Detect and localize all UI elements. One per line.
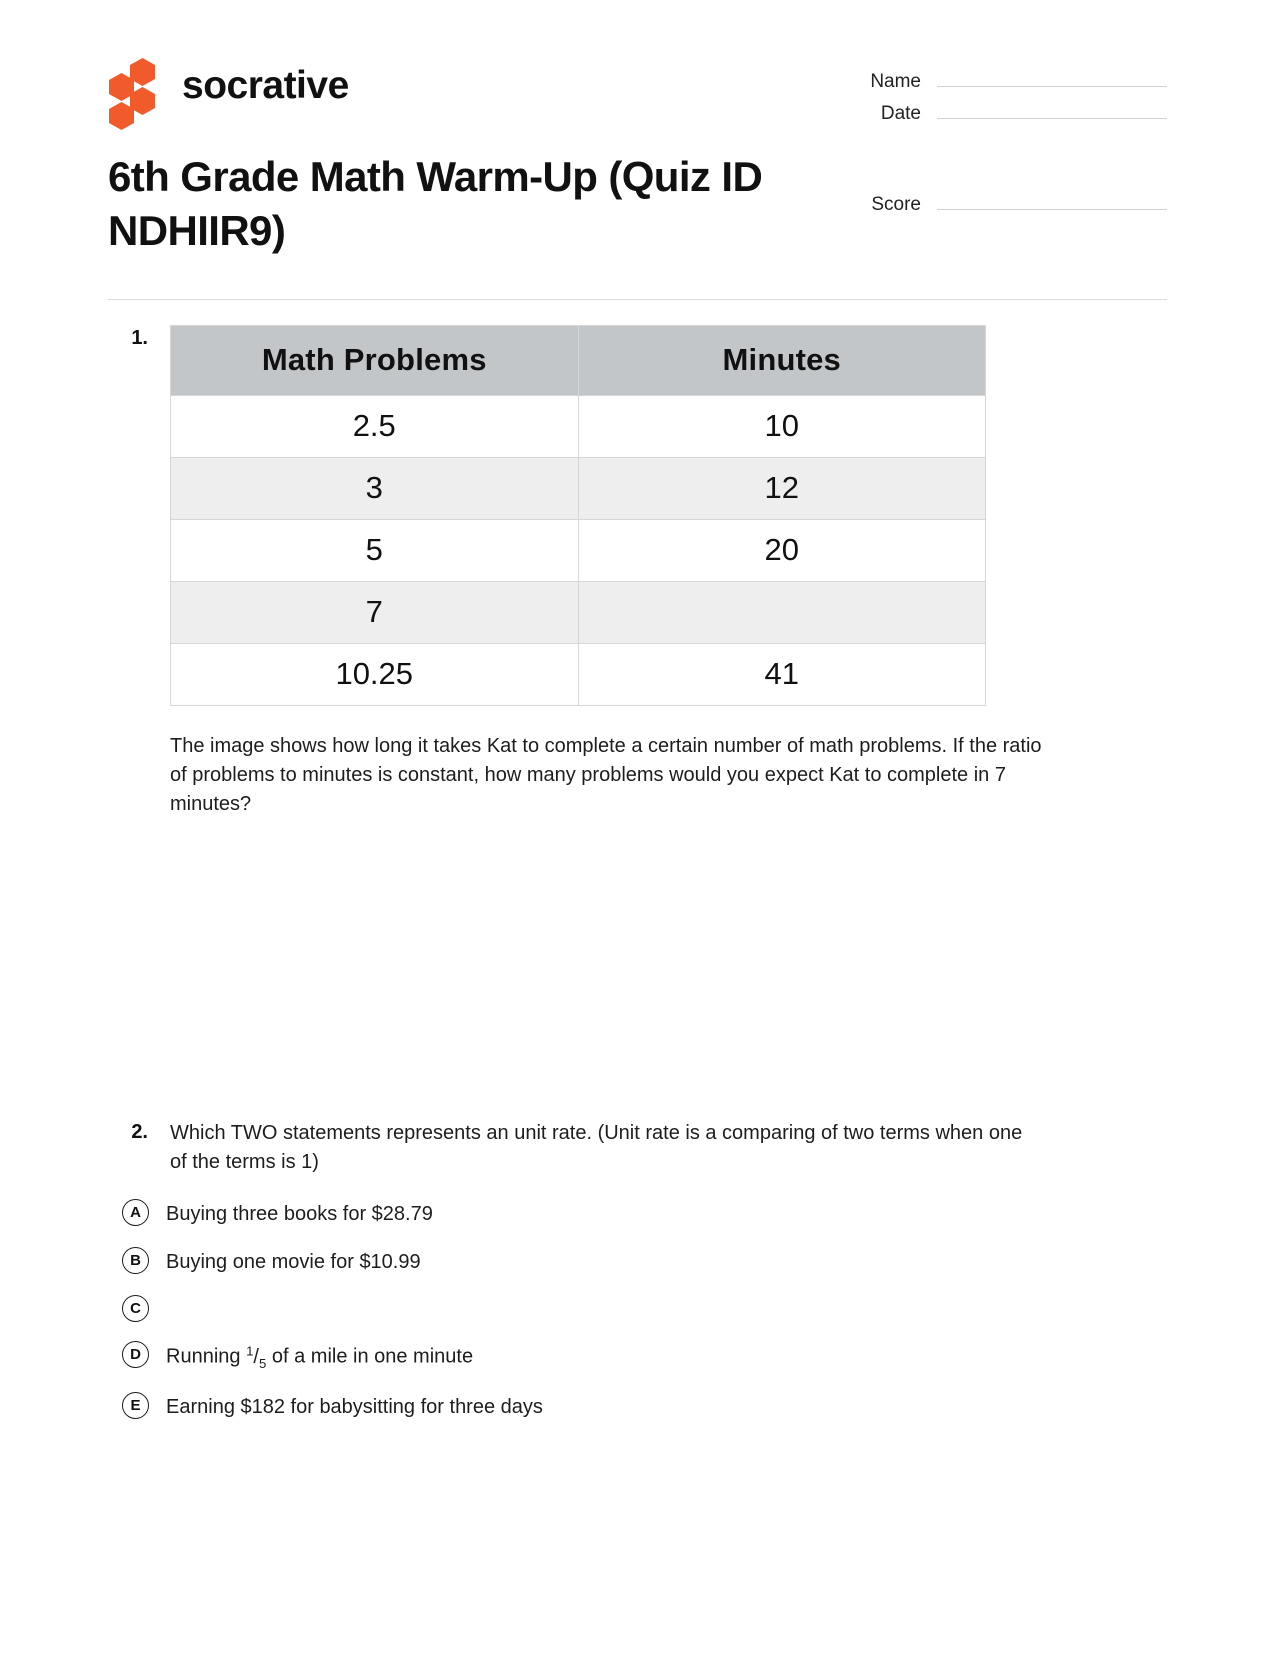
table-cell-problems: 10.25 xyxy=(171,644,579,706)
socrative-hexagon-logo-icon xyxy=(108,58,164,114)
table-cell-problems: 2.5 xyxy=(171,396,579,458)
fraction-denominator: 5 xyxy=(258,1355,267,1371)
choice-b[interactable] xyxy=(130,1247,1167,1276)
table-cell-minutes: 41 xyxy=(578,644,986,706)
date-field-input[interactable] xyxy=(937,102,1167,119)
question-1-number: 1. xyxy=(131,327,148,349)
questions-list xyxy=(108,325,1167,1440)
name-field-row xyxy=(827,70,1167,93)
table-cell-problems: 7 xyxy=(171,582,579,644)
brand-logo xyxy=(108,58,349,114)
question-1-text: The image shows how long it takes Kat to complete a certain number of math problems. If the ratio of problems to minutes is constant, how many problems would you expect Kat to complete in 7 minutes? xyxy=(170,735,1042,815)
table-row xyxy=(171,458,986,520)
choice-a-letter: A xyxy=(122,1199,149,1226)
score-field-label: Score xyxy=(871,194,921,215)
table-row xyxy=(171,644,986,706)
question-2 xyxy=(108,1119,1167,1440)
choice-d-label xyxy=(166,1341,473,1373)
table-cell-minutes: 10 xyxy=(578,396,986,458)
table-cell-minutes: 12 xyxy=(578,458,986,520)
choice-d-fraction: $^1/_5$ xyxy=(246,1343,267,1371)
choice-b-letter: B xyxy=(122,1247,149,1274)
date-field-label: Date xyxy=(880,103,921,124)
choice-e-letter: E xyxy=(122,1392,149,1419)
choice-a[interactable] xyxy=(130,1199,1167,1228)
header-divider xyxy=(108,299,1167,300)
choice-d-prefix: Running xyxy=(166,1345,247,1368)
table-row xyxy=(171,520,986,582)
table-column-header-minutes: Minutes xyxy=(578,326,986,396)
name-field-input[interactable] xyxy=(937,70,1167,87)
question-2-text: Which TWO statements represents an unit rate. (Unit rate is a comparing of two terms when one of the terms is 1) xyxy=(170,1122,1023,1173)
question-1 xyxy=(108,325,1167,1119)
question-1-figure-table xyxy=(170,325,986,706)
choice-d[interactable] xyxy=(130,1341,1167,1373)
question-1-body xyxy=(170,325,1167,1119)
choice-e-label: Earning $182 for babysitting for three days xyxy=(166,1396,543,1419)
table-column-header-math-problems: Math Problems xyxy=(171,326,579,396)
table-header-row xyxy=(171,326,986,396)
date-field-row xyxy=(827,102,1167,125)
table-cell-problems: 5 xyxy=(171,520,579,582)
choice-d-suffix: of a mile in one minute xyxy=(266,1345,474,1368)
question-2-choices xyxy=(130,1199,1167,1421)
table-row xyxy=(171,582,986,644)
fraction-numerator: 1 xyxy=(246,1343,254,1358)
score-field-input[interactable] xyxy=(937,193,1167,210)
brand-name: socrative xyxy=(182,64,349,107)
choice-a-label: Buying three books for $28.79 xyxy=(166,1203,433,1225)
choice-c-letter: C xyxy=(122,1295,149,1322)
choice-d-letter: D xyxy=(122,1341,149,1368)
choice-c[interactable] xyxy=(130,1295,1167,1322)
choice-e[interactable] xyxy=(130,1392,1167,1421)
answer-space xyxy=(170,819,1167,1119)
choice-b-label: Buying one movie for $10.99 xyxy=(166,1251,421,1273)
question-2-body xyxy=(130,1119,1167,1440)
student-info-fields xyxy=(827,70,1167,225)
score-field-row xyxy=(827,193,1167,216)
page-header xyxy=(108,0,1167,254)
question-2-number: 2. xyxy=(131,1121,148,1143)
table-cell-minutes: 20 xyxy=(578,520,986,582)
table-cell-problems: 3 xyxy=(171,458,579,520)
page-title: 6th Grade Math Warm-Up (Quiz ID NDHIIR9) xyxy=(108,153,763,254)
table-row xyxy=(171,396,986,458)
name-field-label: Name xyxy=(870,71,921,92)
table-cell-minutes-blank xyxy=(578,582,986,644)
